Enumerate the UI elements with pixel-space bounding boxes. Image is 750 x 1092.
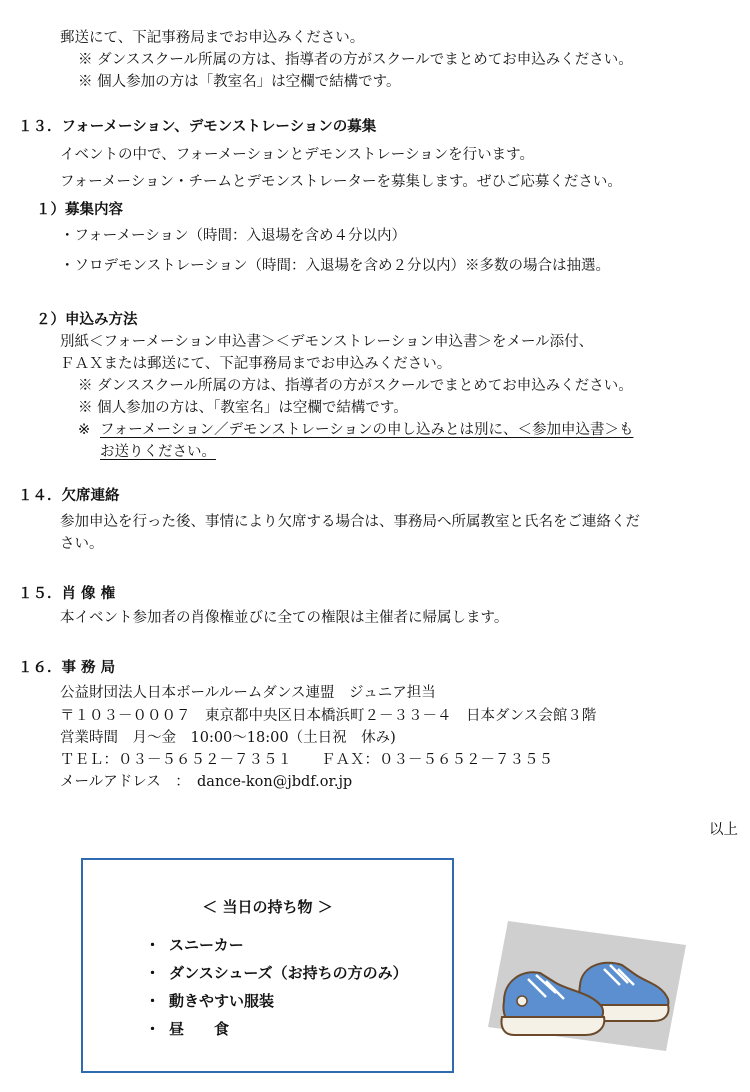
apply-note-underlined-2: お送りください。 [100,444,216,460]
belongings-title: ＜ 当日の持ち物 ＞ [202,898,333,916]
recruit-item-formation: ・フォーメーション（時間：入退場を含め４分以内） [60,228,406,244]
section-15-heading: １５．肖 像 権 [18,586,116,602]
bullet-mark: ・ [145,992,161,1010]
section-13-para-1: イベントの中で、フォーメーションとデモンストレーションを行います。 [60,147,535,163]
apply-note-underlined-1: フォーメーション／デモンストレーションの申し込みとは別に、＜参加申込書＞も [100,422,634,438]
section-14-line-2: さい。 [60,536,104,552]
belongings-item [145,934,244,955]
bullet-mark: ・ [145,936,161,954]
belongings-item-label: 昼 食 [169,1020,230,1038]
section-13-heading: １３．フォーメーション、デモンストレーションの募集 [18,119,377,135]
apply-method-line-2: ＦＡＸまたは郵送にて、下記事務局までお申込みください。 [60,356,452,372]
subsection-1-heading: １）募集内容 [36,202,123,218]
top-note-individual: ※ 個人参加の方は「教室名」は空欄で結構です。 [78,74,401,90]
apply-note-mark: ※ [78,422,91,438]
belongings-box [81,858,454,1073]
apply-note-individual: ※ 個人参加の方は、「教室名」は空欄で結構です。 [78,400,408,416]
office-hours: 営業時間 月～金 10:00～18:00（土日祝 休み) [60,730,396,746]
office-email: メールアドレス ： dance-kon@jbdf.or.jp [60,774,353,790]
apply-method-line-1: 別紙＜フォーメーション申込書＞＜デモンストレーション申込書＞をメール添付、 [60,334,594,350]
section-16-heading: １６．事 務 局 [18,660,116,676]
belongings-item [145,990,274,1011]
sneakers-icon [482,915,692,1055]
belongings-item-label: 動きやすい服装 [169,992,275,1010]
bullet-mark: ・ [145,964,161,982]
apply-note-school: ※ ダンススクール所属の方は、指導者の方がスクールでまとめてお申込みください。 [78,378,633,394]
section-14-heading: １４．欠席連絡 [18,488,120,504]
office-tel-fax: ＴＥＬ：０３－５６５２－７３５１ ＦＡＸ：０３－５６５２－７３５５ [60,752,553,768]
section-14-line-1: 参加申込を行った後、事情により欠席する場合は、事務局へ所属教室と氏名をご連絡くだ [60,514,640,530]
office-organization: 公益財団法人日本ボールルームダンス連盟 ジュニア担当 [60,685,436,701]
belongings-item [145,1018,229,1039]
closing-remark: 以上 [709,822,738,838]
section-13-para-2: フォーメーション・チームとデモンストレーターを募集します。ぜひご応募ください。 [60,174,622,190]
belongings-item-label: ダンスシューズ（お持ちの方のみ） [169,964,408,982]
belongings-item-label: スニーカー [169,936,244,954]
belongings-item [145,962,408,983]
bullet-mark: ・ [145,1020,161,1038]
office-address: 〒１０３－０００７ 東京都中央区日本橋浜町２－３３－４ 日本ダンス会館３階 [60,708,597,724]
section-15-line-1: 本イベント参加者の肖像権並びに全ての権限は主催者に帰属します。 [60,610,509,626]
recruit-item-solo-demo: ・ソロデモンストレーション（時間：入退場を含め２分以内）※多数の場合は抽選。 [60,258,610,274]
subsection-2-heading: ２）申込み方法 [36,312,138,328]
top-text-line: 郵送にて、下記事務局までお申込みください。 [60,30,365,46]
top-note-school: ※ ダンススクール所属の方は、指導者の方がスクールでまとめてお申込みください。 [78,52,633,68]
